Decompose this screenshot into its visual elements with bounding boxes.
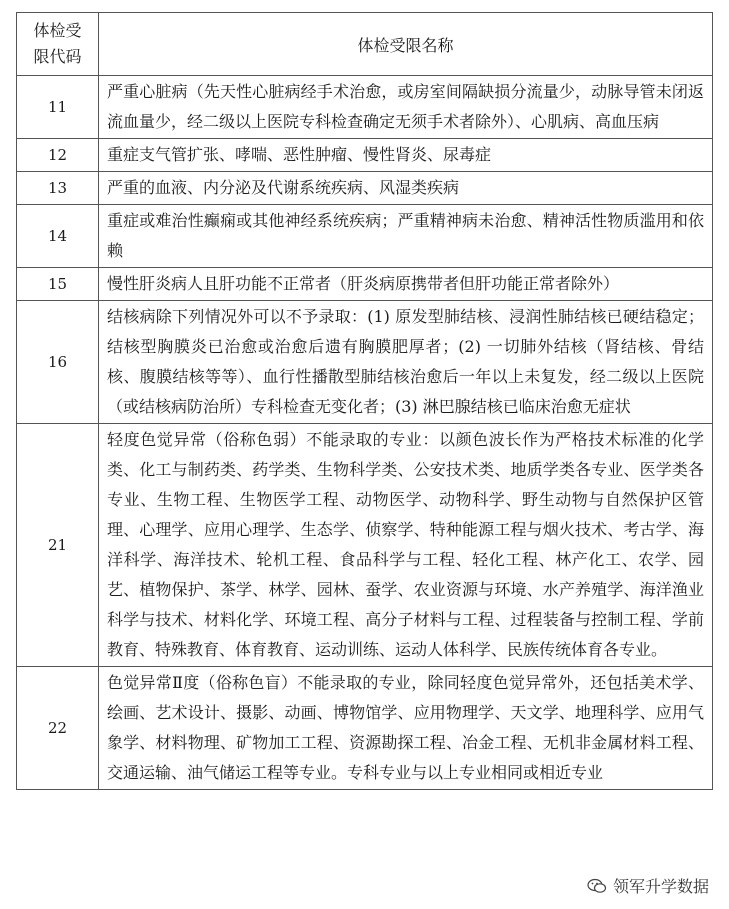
row-description: 严重的血液、内分泌及代谢系统疾病、风湿类疾病 bbox=[99, 172, 713, 205]
row-description: 重症或难治性癫痫或其他神经系统疾病；严重精神病未治愈、精神活性物质滥用和依赖 bbox=[99, 205, 713, 268]
table-row bbox=[17, 667, 713, 790]
code-header-line1: 体检受 bbox=[33, 21, 82, 40]
code-column-header bbox=[17, 13, 99, 76]
row-description: 严重心脏病（先天性心脏病经手术治愈，或房室间隔缺损分流量少，动脉导管未闭返流血量少，经二级以上医院专科检查确定无须手术者除外）、心肌病、高血压病 bbox=[99, 76, 713, 139]
row-code: 11 bbox=[17, 76, 99, 139]
row-code: 15 bbox=[17, 268, 99, 301]
row-code: 16 bbox=[17, 301, 99, 424]
restriction-table bbox=[16, 12, 713, 790]
table-row bbox=[17, 172, 713, 205]
watermark bbox=[587, 874, 709, 897]
table-row bbox=[17, 76, 713, 139]
row-description: 结核病除下列情况外可以不予录取：(1) 原发型肺结核、浸润性肺结核已硬结稳定；结核型胸膜炎已治愈或治愈后遗有胸膜肥厚者；(2) 一切肺外结核（肾结核、骨结核、腹膜结核等等）、血行性播散型肺结核治愈后一年以上未复发，经二级以上医院（或结核病防治所）专科检查无变化者；(3) 淋巴腺结核已临床治愈无症状 bbox=[99, 301, 713, 424]
wechat-icon bbox=[587, 878, 607, 894]
table-header-row bbox=[17, 13, 713, 76]
table-row bbox=[17, 139, 713, 172]
row-description: 重症支气管扩张、哮喘、恶性肿瘤、慢性肾炎、尿毒症 bbox=[99, 139, 713, 172]
table-row bbox=[17, 424, 713, 667]
table-row bbox=[17, 205, 713, 268]
row-description: 慢性肝炎病人且肝功能不正常者（肝炎病原携带者但肝功能正常者除外） bbox=[99, 268, 713, 301]
row-code: 13 bbox=[17, 172, 99, 205]
watermark-text: 领军升学数据 bbox=[612, 877, 709, 896]
row-code: 12 bbox=[17, 139, 99, 172]
row-code: 22 bbox=[17, 667, 99, 790]
table-row bbox=[17, 268, 713, 301]
code-header-line2: 限代码 bbox=[33, 47, 82, 66]
row-code: 21 bbox=[17, 424, 99, 667]
row-description: 色觉异常Ⅱ度（俗称色盲）不能录取的专业，除同轻度色觉异常外，还包括美术学、绘画、艺术设计、摄影、动画、博物馆学、应用物理学、天文学、地理科学、应用气象学、材料物理、矿物加工工程、资源勘探工程、冶金工程、无机非金属材料工程、交通运输、油气储运工程等专业。专科专业与以上专业相同或相近专业 bbox=[99, 667, 713, 790]
name-column-header: 体检受限名称 bbox=[99, 13, 713, 76]
row-code: 14 bbox=[17, 205, 99, 268]
table-row bbox=[17, 301, 713, 424]
row-description: 轻度色觉异常（俗称色弱）不能录取的专业：以颜色波长作为严格技术标准的化学类、化工与制药类、药学类、生物科学类、公安技术类、地质学类各专业、医学类各专业、生物工程、生物医学工程、动物医学、动物科学、野生动物与自然保护区管理、心理学、应用心理学、生态学、侦察学、特种能源工程与烟火技术、考古学、海洋科学、海洋技术、轮机工程、食品科学与工程、轻化工程、林产化工、农学、园艺、植物保护、茶学、林学、园林、蚕学、农业资源与环境、水产养殖学、海洋渔业科学与技术、材料化学、环境工程、高分子材料与工程、过程装备与控制工程、学前教育、特殊教育、体育教育、运动训练、运动人体科学、民族传统体育各专业。 bbox=[99, 424, 713, 667]
